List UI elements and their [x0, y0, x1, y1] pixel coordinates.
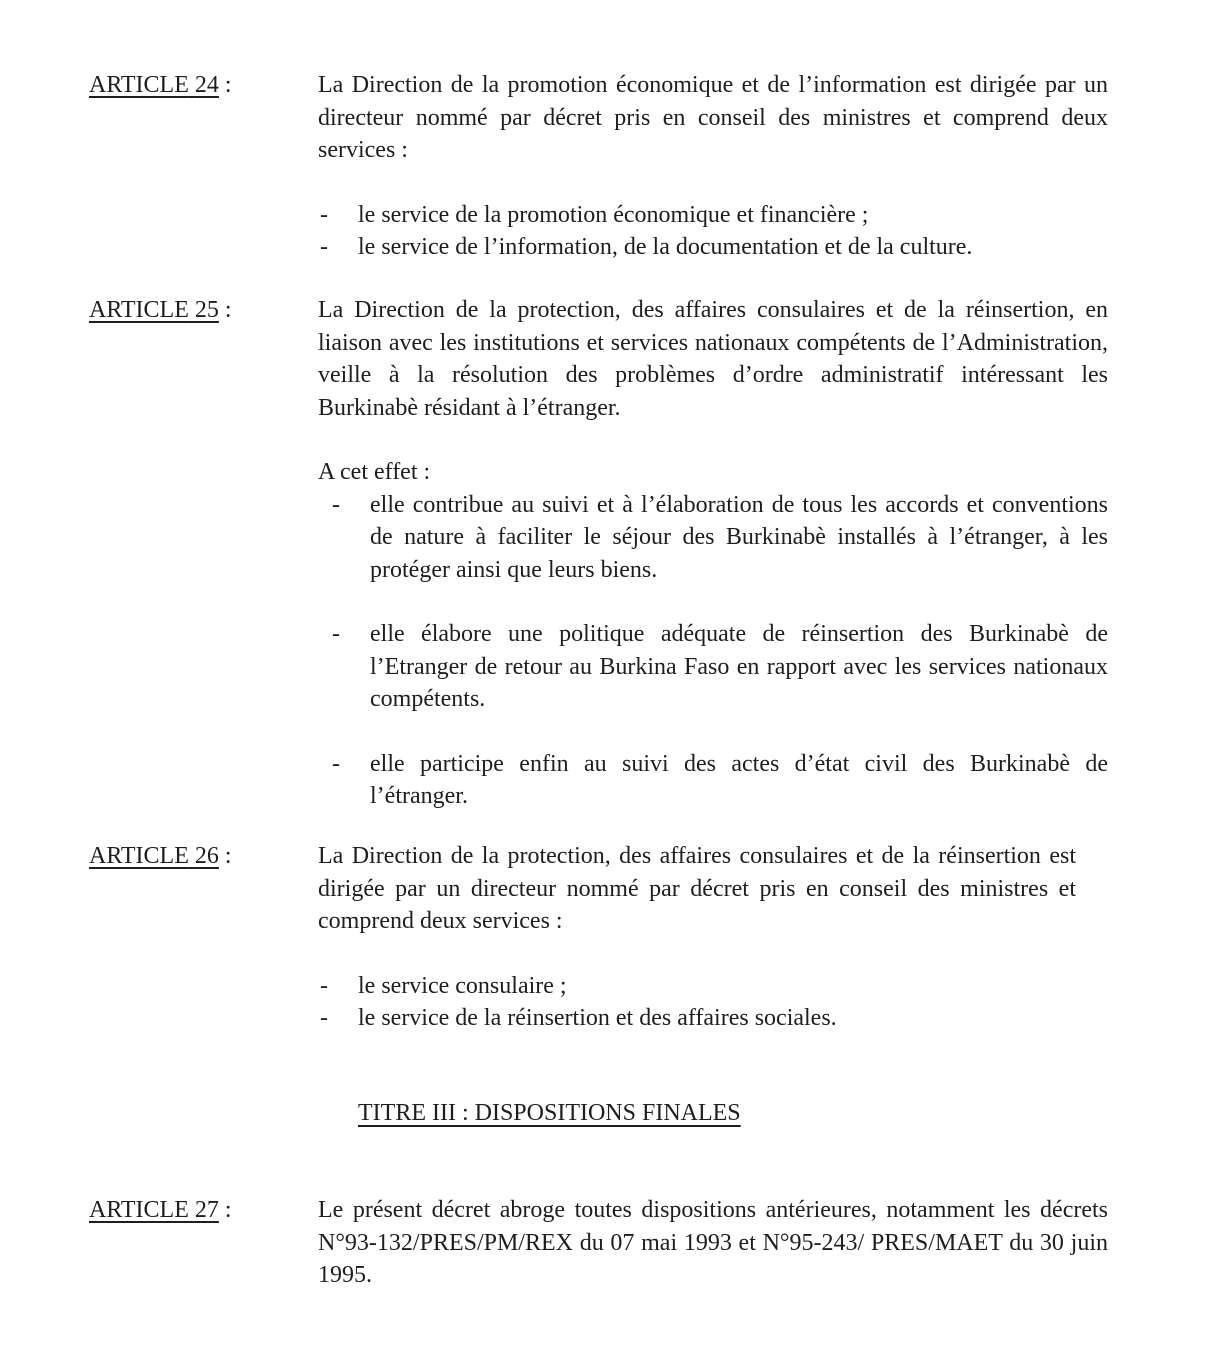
list-item — [318, 748, 1108, 813]
article-body — [318, 69, 1108, 264]
article-colon: : — [218, 297, 232, 323]
list-item-text: le service consulaire ; — [358, 972, 567, 999]
list-item — [318, 618, 1108, 716]
service-list — [318, 199, 1108, 264]
list-item-text: le service de la réinsertion et des affaires sociales. — [358, 1005, 837, 1031]
article-colon: : — [218, 1197, 232, 1223]
article-paragraph: La Direction de la promotion économique et de l’information est dirigée par un directeur nommé par décret pris en conseil des ministres et comprend deux services : — [318, 72, 1108, 163]
article-paragraph: Le présent décret abroge toutes dispositions antérieures, notamment les décrets N°93-132/PRES/PM/REX du 07 mai 1993 et N°95-243/ PRES/MAET du 30 juin 1995. — [318, 1197, 1108, 1288]
article-number: 24 — [194, 72, 219, 98]
article-heading — [89, 1194, 232, 1227]
article-body — [318, 294, 1108, 813]
list-item — [318, 970, 1076, 1003]
responsibility-list — [318, 489, 1108, 813]
list-item-text: elle contribue au suivi et à l’élaboration de tous les accords et conventions de nature à faciliter le séjour des Burkinabè installés à l’étranger, à les protéger ainsi que leurs biens. — [370, 491, 1108, 583]
article-label-text: ARTICLE — [89, 72, 189, 98]
list-item — [318, 199, 1108, 232]
section-title: TITRE III : DISPOSITIONS FINALES — [358, 1100, 741, 1126]
dash-bullet: - — [320, 1005, 328, 1031]
dash-bullet: - — [320, 201, 328, 228]
list-item — [318, 489, 1108, 587]
article-paragraph: La Direction de la protection, des affaires consulaires et de la réinsertion est dirigée par un directeur nommé par décret pris en conseil des ministres et comprend deux services : — [318, 843, 1076, 934]
list-item-text: elle élabore une politique adéquate de réinsertion des Burkinabè de l’Etranger de retour au Burkina Faso en rapport avec les services nationaux compétents. — [370, 621, 1108, 712]
article-heading — [89, 69, 232, 102]
article-number: 27 — [194, 1197, 219, 1223]
service-list — [318, 970, 1076, 1035]
list-item-text: le service de l’information, de la documentation et de la culture. — [358, 234, 973, 260]
article-label-text: ARTICLE — [89, 843, 189, 869]
lead-text: A cet effet : — [318, 459, 431, 485]
article-label-text: ARTICLE — [89, 297, 189, 323]
article-heading — [89, 840, 232, 873]
article-label-text: ARTICLE — [89, 1197, 189, 1223]
article-paragraph: La Direction de la protection, des affaires consulaires et de la réinsertion, en liaison avec les institutions et services nationaux compétents de l’Administration, veille à la résolution des problèmes d’ordre administratif intéressant les Burkinabè résidant à l’étranger. — [318, 297, 1108, 421]
list-item — [318, 1002, 1076, 1035]
article-body — [318, 840, 1076, 1035]
dash-bullet: - — [320, 972, 328, 999]
article-number: 26 — [194, 843, 219, 869]
list-item — [318, 231, 1108, 264]
article-heading — [89, 294, 232, 327]
dash-bullet: - — [332, 750, 340, 777]
list-item-text: elle participe enfin au suivi des actes d’état civil des Burkinabè de l’étranger. — [370, 750, 1108, 809]
dash-bullet: - — [320, 234, 328, 260]
article-number: 25 — [194, 297, 219, 323]
dash-bullet: - — [332, 621, 340, 647]
article-body — [318, 1194, 1108, 1292]
list-item-text: le service de la promotion économique et financière ; — [358, 201, 869, 228]
article-colon: : — [218, 843, 232, 869]
article-colon: : — [218, 72, 232, 98]
dash-bullet: - — [332, 491, 340, 518]
